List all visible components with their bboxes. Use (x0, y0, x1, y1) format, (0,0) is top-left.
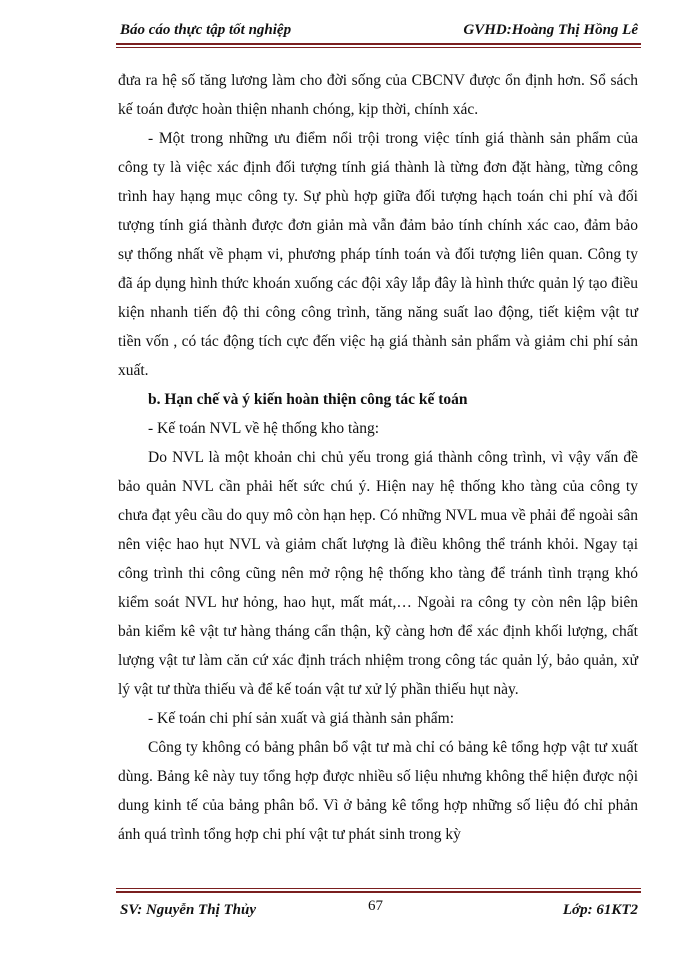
paragraph-continuation: đưa ra hệ số tăng lương làm cho đời sống của CBCNV được ổn định hơn. Sổ sách kế toán được hoàn thiện nhanh chóng, kịp thời, chính xác. (118, 72, 638, 118)
body-text (118, 66, 638, 849)
header-supervisor: GVHD:Hoàng Thị Hồng Lê (463, 22, 638, 38)
paragraph-costs-detail: Công ty không có bảng phân bổ vật tư mà chỉ có bảng kê tổng hợp vật tư xuất dùng. Bảng kê này tuy tổng hợp được nhiều số liệu nhưng không thể hiện được nội dung kinh tế của bảng phân bổ. Vì ở bảng kê tổng hợp những số liệu đó chỉ phản ánh quá trình tổng hợp chi phí vật tư phát sinh trong kỳ (118, 739, 638, 843)
footer-student: SV: Nguyễn Thị Thủy (120, 902, 256, 918)
section-heading: b. Hạn chế và ý kiến hoàn thiện công tác kế toán (148, 391, 468, 408)
footer-class: Lớp: 61KT2 (562, 902, 638, 918)
footer-rule (116, 888, 641, 893)
page-number: 67 (368, 898, 383, 914)
paragraph-warehouse-detail: Do NVL là một khoản chi chủ yếu trong giá thành công trình, vì vậy vấn đề bảo quản NVL cần phải hết sức chú ý. Hiện nay hệ thống kho tàng của công ty chưa đạt yêu cầu do quy mô còn hạn hẹp. Có những NVL mua về phải để ngoài sân nên việc hao hụt NVL và giảm chất lượng là điều không thể tránh khỏi. Ngay tại công trình thi công cũng nên mở rộng hệ thống kho tàng để tránh tình trạng khó kiểm soát NVL hư hỏng, hao hụt, mất mát,… Ngoài ra công ty còn nên lập biên bản kiểm kê vật tư hàng tháng cẩn thận, kỹ càng hơn để xác định khối lượng, chất lượng vật tư làm căn cứ xác định trách nhiệm trong công tác quản lý, bảo quản, xử lý vật tư thừa thiếu và để kế toán vật tư xử lý phần thiếu hụt này. (118, 449, 638, 698)
paragraph-item-warehouse: - Kế toán NVL về hệ thống kho tàng: (148, 420, 380, 437)
paragraph-item-costs: - Kế toán chi phí sản xuất và giá thành sản phẩm: (148, 710, 455, 727)
page-footer (118, 898, 638, 920)
paragraph-advantage: - Một trong những ưu điểm nổi trội trong việc tính giá thành sản phẩm của công ty là việc xác định đối tượng tính giá thành là từng đơn đặt hàng, từng công trình hay hạng mục công ty. Sự phù hợp giữa đối tượng hạch toán chi phí và đối tượng tính giá thành được đơn giản mà vẫn đảm bảo tính chính xác cao, đảm bảo sự thống nhất về phạm vi, phương pháp tính toán và đối tượng liên quan. Công ty đã áp dụng hình thức khoán xuống các đội xây lắp đây là hình thức quản lý tạo điều kiện nhanh tiến độ thi công công trình, tăng năng suất lao động, tiết kiệm vật tư tiền vốn , có tác động tích cực đến việc hạ giá thành sản phẩm và giảm chi phí sản xuất. (118, 130, 638, 379)
page-header (118, 22, 638, 44)
header-report-title: Báo cáo thực tập tốt nghiệp (120, 22, 292, 38)
header-rule (116, 43, 641, 48)
